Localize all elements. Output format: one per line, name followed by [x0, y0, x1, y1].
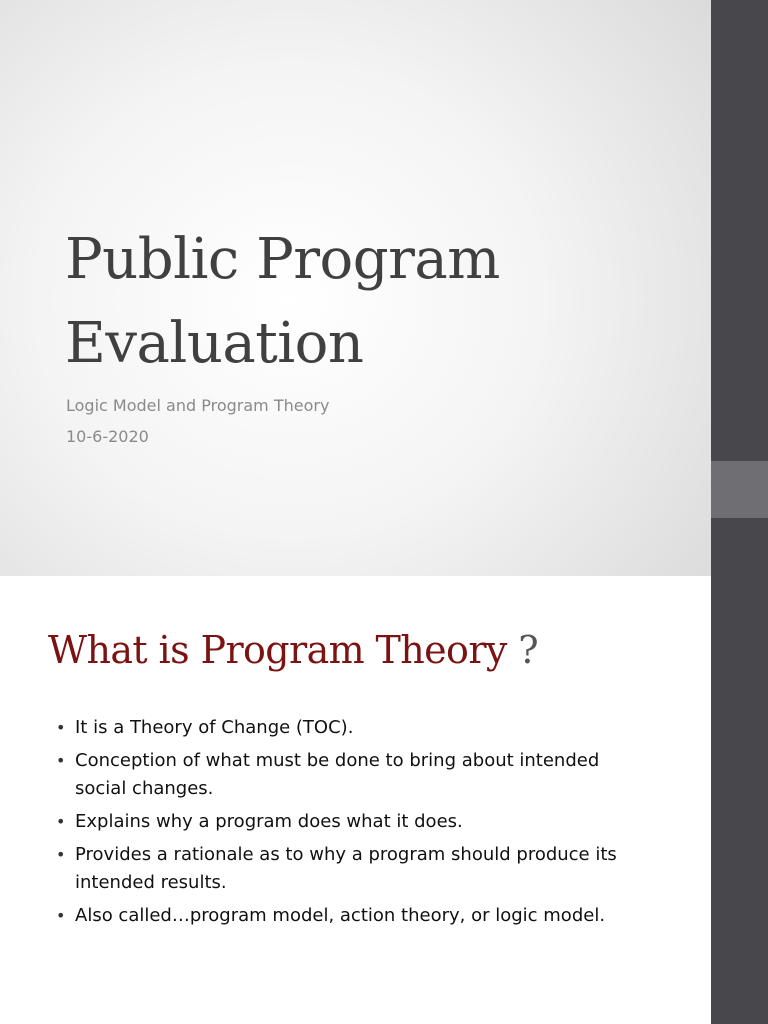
bullet-text: Conception of what must be done to bring about intended social changes. [75, 750, 600, 799]
bullet-text: Provides a rationale as to why a program should produce its intended results. [75, 844, 617, 893]
slide-title-line-1: Public Program [65, 227, 500, 292]
bullet-text: Also called…program model, action theory, or logic model. [75, 905, 606, 926]
bullet-text: It is a Theory of Change (TOC). [75, 717, 354, 738]
list-item [56, 902, 656, 930]
bullet-icon: • [56, 751, 66, 770]
heading-text: What is Program Theory [48, 628, 507, 672]
slide-subtitle [66, 390, 329, 452]
scrollbar-thumb[interactable] [711, 461, 768, 518]
slide-title [65, 218, 685, 386]
bullet-icon: • [56, 845, 66, 864]
list-item [56, 808, 656, 836]
bullet-icon: • [56, 906, 66, 925]
list-item [56, 841, 656, 897]
heading-question-mark: ? [506, 628, 539, 672]
bullet-list [56, 714, 656, 935]
bullet-icon: • [56, 718, 66, 737]
slide-title-line-2: Evaluation [65, 311, 364, 376]
list-item [56, 747, 656, 803]
bullet-text: Explains why a program does what it does. [75, 811, 463, 832]
content-slide-heading [48, 620, 538, 680]
bullet-icon: • [56, 812, 66, 831]
subtitle-date: 10-6-2020 [66, 427, 149, 446]
list-item [56, 714, 656, 742]
subtitle-topic: Logic Model and Program Theory [66, 396, 330, 415]
